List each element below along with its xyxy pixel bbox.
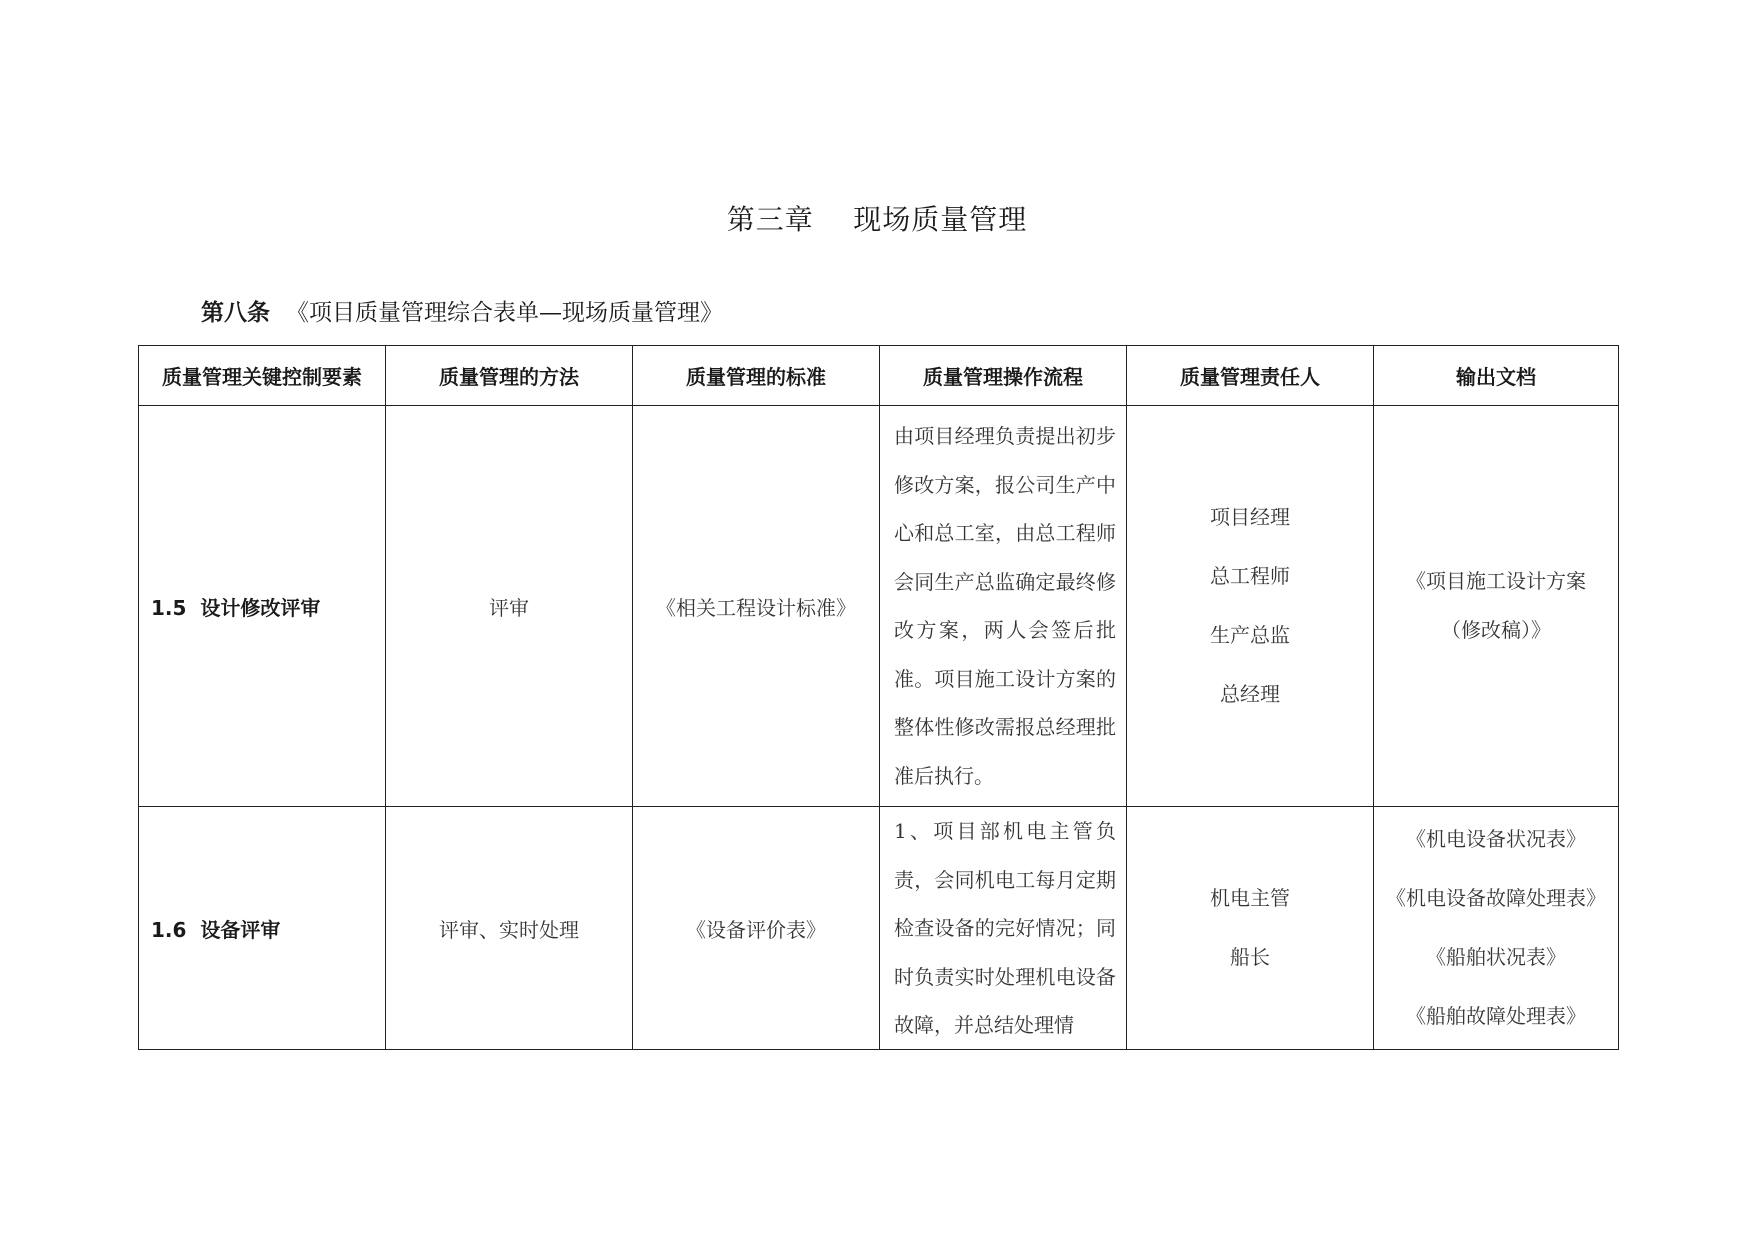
output-doc: （修改稿）》 [1441, 618, 1551, 642]
process-text: 1、项目部机电主管负责，会同机电工每月定期检查设备的完好情况；同时负责实时处理机电设备故障，并总结处理情 [894, 819, 1116, 1037]
header-responsible: 质量管理责任人 [1127, 346, 1374, 406]
article-title: 《项目质量管理综合表单—现场质量管理》 [286, 300, 723, 326]
output-doc: 《机电设备状况表》 [1406, 827, 1586, 851]
cell-output-docs [1374, 406, 1619, 807]
responsible-person: 生产总监 [1210, 623, 1290, 647]
process-text: 由项目经理负责提出初步修改方案，报公司生产中心和总工室，由总工程师会同生产总监确定最终修改方案，两人会签后批准。项目施工设计方案的整体性修改需报总经理批准后执行。 [894, 424, 1116, 788]
cell-key-element: 1.5 设计修改评审 [139, 406, 386, 807]
header-method: 质量管理的方法 [386, 346, 633, 406]
cell-process [880, 807, 1127, 1050]
responsible-person: 总经理 [1220, 682, 1280, 706]
output-doc: 《项目施工设计方案 [1406, 569, 1586, 593]
quality-management-table [138, 345, 1619, 1050]
cell-process [880, 406, 1127, 807]
cell-standard: 《相关工程设计标准》 [633, 406, 880, 807]
responsible-person: 项目经理 [1210, 505, 1290, 529]
header-key-element: 质量管理关键控制要素 [139, 346, 386, 406]
responsible-person: 总工程师 [1210, 564, 1290, 588]
cell-output-docs [1374, 807, 1619, 1050]
responsible-person: 船长 [1230, 945, 1270, 969]
table-header-row [139, 346, 1619, 406]
responsible-person: 机电主管 [1210, 886, 1290, 910]
cell-key-element: 1.6 设备评审 [139, 807, 386, 1050]
cell-responsible [1127, 406, 1374, 807]
output-doc: 《机电设备故障处理表》 [1386, 886, 1606, 910]
cell-standard: 《设备评价表》 [633, 807, 880, 1050]
header-standard: 质量管理的标准 [633, 346, 880, 406]
output-doc: 《船舶状况表》 [1426, 945, 1566, 969]
output-doc: 《船舶故障处理表》 [1406, 1004, 1586, 1028]
chapter-title: 第三章 现场质量管理 [726, 203, 1028, 236]
header-process: 质量管理操作流程 [880, 346, 1127, 406]
cell-method: 评审 [386, 406, 633, 807]
cell-responsible [1127, 807, 1374, 1050]
header-output-docs: 输出文档 [1374, 346, 1619, 406]
article-heading [201, 294, 723, 327]
table-row [139, 406, 1619, 807]
article-number: 第八条 [201, 300, 270, 326]
table-row [139, 807, 1619, 1050]
cell-method: 评审、实时处理 [386, 807, 633, 1050]
